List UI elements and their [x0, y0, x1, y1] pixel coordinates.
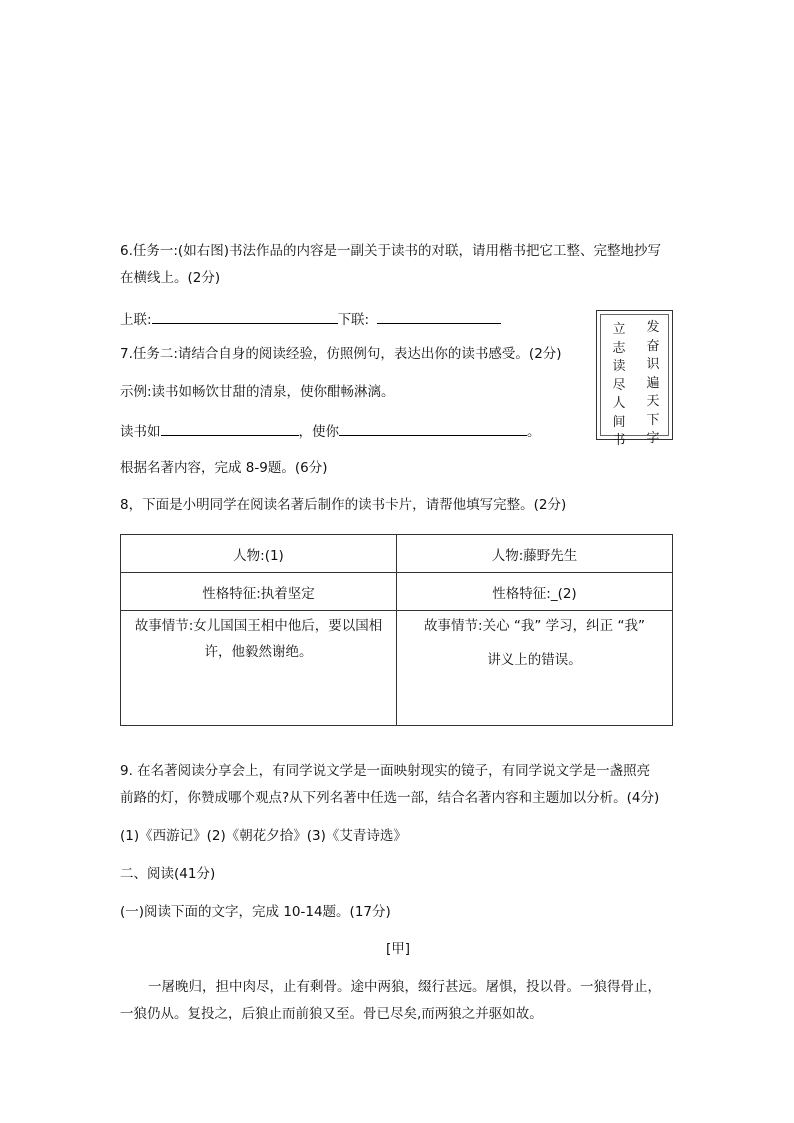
q7-blank-2[interactable] — [339, 421, 527, 436]
calligraphy-artwork — [596, 310, 673, 448]
lower-couplet-label: 下联: — [337, 312, 370, 328]
part2-subheading: (一)阅读下面的文字，完成 10-14题。(17分) — [120, 904, 391, 920]
table-cell-plot-1 — [121, 611, 397, 726]
table-cell-character-1[interactable]: 人物:(1) — [121, 535, 397, 573]
q7-prompt: 7.任务二:请结合自身的阅读经验，仿照例句，表达出你的读书感受。(2分) — [120, 346, 562, 362]
q9-prompt-line2: 前路的灯，你赞成哪个观点?从下列名著中任选一部，结合名著内容和主题加以分析。(4分) — [120, 790, 660, 806]
table-cell-plot-2 — [397, 611, 673, 726]
plot-2-line1: 故事情节:关心 “我” 学习，纠正 “我” — [424, 618, 645, 634]
q8-prompt: 8，下面是小明同学在阅读名著后制作的读书卡片，请帮他填写完整。(2分) — [120, 497, 567, 513]
table-row — [121, 573, 673, 611]
passage-line2: 一狼仍从。复投之，后狼止而前狼又至。骨已尽矣,而两狼之并驱如故。 — [120, 1006, 543, 1022]
passage-title: [甲] — [386, 941, 411, 957]
q6-prompt-line1: 6.任务一:(如右图)书法作品的内容是一副关于读书的对联，请用楷书把它工整、完整地抄写 — [120, 243, 661, 259]
q6-prompt-line2: 在横线上。(2分) — [120, 270, 221, 286]
table-cell-character-2: 人物:藤野先生 — [397, 535, 673, 573]
table-row — [121, 535, 673, 573]
section-8-9-intro: 根据名著内容，完成 8-9题。(6分) — [120, 460, 328, 476]
table-row — [121, 611, 673, 726]
q9-prompt-line1: 9. 在名著阅读分享会上，有同学说文学是一面映射现实的镜子，有同学说文学是一盏照亮 — [120, 763, 651, 779]
passage-line1: 一屠晚归，担中肉尽，止有剩骨。途中两狼，缀行甚远。屠惧，投以骨。一狼得骨止， — [148, 979, 661, 995]
reading-card-table — [120, 534, 673, 726]
q9-book-options: (1)《西游记》(2)《朝花夕拾》(3)《艾青诗选》 — [120, 828, 407, 844]
upper-couplet-blank[interactable] — [152, 309, 338, 324]
q7-fill-end: 。 — [527, 424, 541, 440]
plot-1-line2: 许，他毅然谢绝。 — [204, 644, 313, 660]
part2-heading: 二、阅读(41分) — [120, 866, 216, 882]
q6-answer-row — [120, 309, 501, 329]
lower-couplet-blank[interactable] — [377, 309, 501, 324]
q7-fill-prefix: 读书如 — [120, 424, 161, 440]
table-cell-trait-2[interactable]: 性格特征:_(2) — [397, 573, 673, 611]
plot-2-line2: 讲义上的错误。 — [487, 652, 582, 668]
plot-1-line1: 故事情节:女儿国国王相中他后，要以国相 — [134, 618, 383, 634]
calligraphy-frame — [600, 314, 669, 448]
q7-fill-middle: ，使你 — [298, 424, 339, 440]
calligraphy-right-column: 发奋识遍天下字 — [646, 320, 660, 446]
upper-couplet-label: 上联: — [120, 312, 152, 328]
q7-answer-row — [120, 421, 541, 441]
q7-example: 示例:读书如畅饮甘甜的清泉，使你酣畅淋漓。 — [120, 384, 395, 400]
table-cell-trait-1: 性格特征:执着坚定 — [121, 573, 397, 611]
q7-blank-1[interactable] — [161, 421, 299, 436]
calligraphy-left-column: 立志读尽人间书 — [612, 322, 626, 448]
